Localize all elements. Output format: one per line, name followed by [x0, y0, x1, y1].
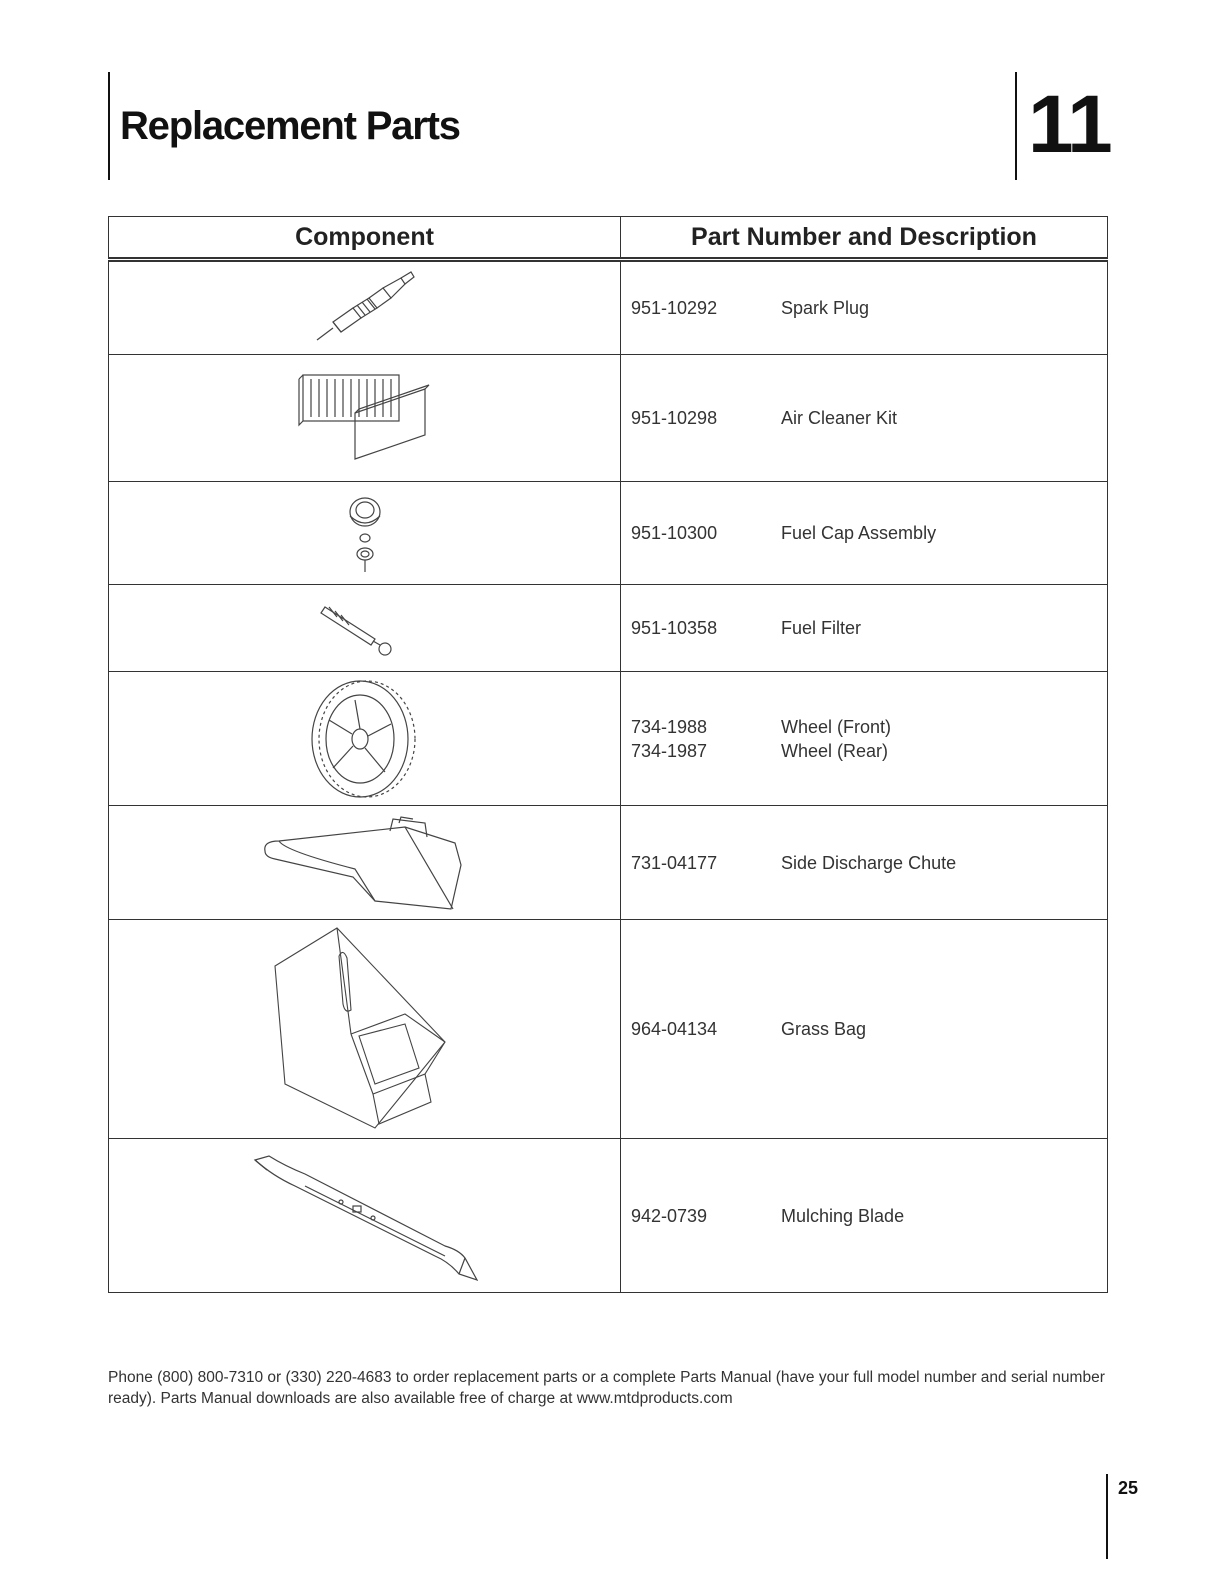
page-title: Replacement Parts: [120, 104, 460, 148]
part-number: 951-10300: [631, 523, 718, 543]
part-number: 734-1987: [631, 740, 708, 761]
parts-table: [108, 216, 1108, 1293]
part-line: [631, 715, 1107, 739]
table-row: [109, 260, 1108, 355]
part-description: Grass Bag: [781, 1019, 867, 1039]
part-description: Spark Plug: [781, 298, 870, 318]
part-cell: [621, 260, 1108, 355]
part-description: Air Cleaner Kit: [781, 408, 898, 428]
air-filter-icon: [285, 363, 445, 473]
component-cell: [109, 806, 621, 920]
part-description: Wheel (Rear): [781, 740, 889, 761]
page-number-rule: [1106, 1474, 1108, 1559]
page-number: 25: [1118, 1478, 1139, 1498]
mulching-blade-icon: [245, 1146, 485, 1286]
component-cell: [109, 1139, 621, 1293]
title-rule: [108, 72, 110, 180]
part-line: [631, 1017, 1107, 1041]
part-line: [631, 616, 1107, 640]
part-cell: [621, 920, 1108, 1139]
part-cell: [621, 355, 1108, 482]
part-line: [631, 739, 1107, 763]
part-line: [631, 521, 1107, 545]
component-cell: [109, 482, 621, 585]
table-row: [109, 920, 1108, 1139]
component-cell: [109, 355, 621, 482]
table-header-row: [109, 217, 1108, 260]
part-number: 964-04134: [631, 1019, 718, 1039]
part-cell: [621, 585, 1108, 672]
component-cell: [109, 260, 621, 355]
fuel-filter-icon: [315, 593, 415, 663]
table-row: [109, 585, 1108, 672]
table-row: [109, 672, 1108, 806]
part-description: Side Discharge Chute: [781, 852, 957, 873]
ordering-note: Phone (800) 800-7310 or (330) 220-4683 to order replacement parts or a complete Parts Manual (have your full model number and serial number ready). Parts Manual downloads are also available free of charge at www.mtdproducts.com: [108, 1369, 1105, 1407]
table-row: [109, 806, 1108, 920]
part-description: Fuel Filter: [781, 618, 862, 638]
part-number: 951-10358: [631, 618, 718, 638]
fuel-cap-icon: [335, 488, 395, 578]
component-cell: [109, 672, 621, 806]
part-description: Fuel Cap Assembly: [781, 523, 937, 543]
wheel-icon: [305, 676, 425, 802]
chapter-number: 11: [1028, 79, 1111, 170]
part-cell: [621, 672, 1108, 806]
component-cell: [109, 920, 621, 1139]
header-part-number: Part Number and Description: [621, 217, 1108, 260]
part-line: [631, 296, 1107, 320]
grass-bag-icon: [255, 924, 475, 1134]
header-component: Component: [109, 217, 621, 260]
discharge-chute-icon: [255, 813, 475, 913]
part-line: [631, 851, 1107, 875]
table-row: [109, 1139, 1108, 1293]
part-number: 951-10298: [631, 408, 718, 428]
part-number: 734-1988: [631, 716, 708, 737]
chapter-rule: [1015, 72, 1017, 180]
table-row: [109, 355, 1108, 482]
part-description: Mulching Blade: [781, 1205, 905, 1226]
part-description: Wheel (Front): [781, 716, 892, 737]
table-row: [109, 482, 1108, 585]
spark-plug-icon: [305, 268, 425, 348]
part-number: 942-0739: [631, 1205, 708, 1226]
part-cell: [621, 482, 1108, 585]
component-cell: [109, 585, 621, 672]
part-cell: [621, 1139, 1108, 1293]
part-number: 951-10292: [631, 298, 718, 318]
part-cell: [621, 806, 1108, 920]
part-line: [631, 1204, 1107, 1228]
part-line: [631, 406, 1107, 430]
part-number: 731-04177: [631, 852, 718, 873]
